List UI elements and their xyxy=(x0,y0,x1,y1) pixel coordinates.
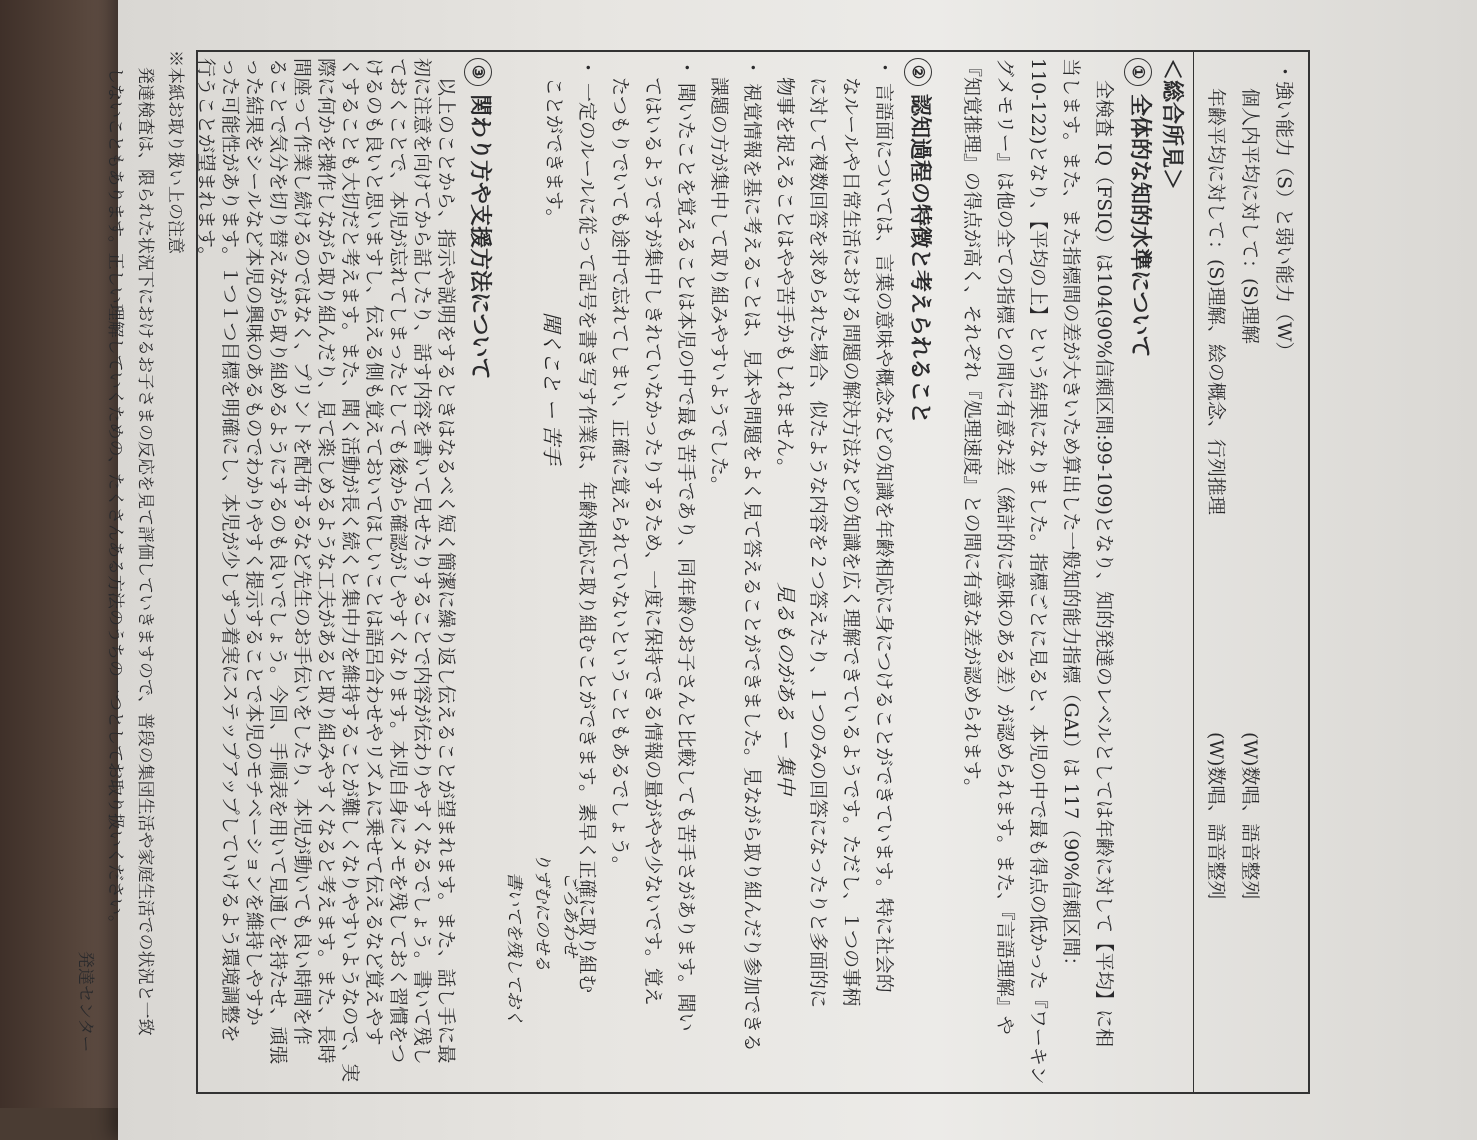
section3-line: 行うことが望まれます。 xyxy=(195,58,217,266)
findings-title: ＜総合所見＞ xyxy=(1159,58,1185,191)
section3-title: 関わり方や支援方法について xyxy=(467,94,493,380)
footnote-title: ※本紙お取り扱い上の注意 xyxy=(165,50,185,254)
divider xyxy=(1193,52,1194,1092)
section3-line: 間座って作業し続けるのではなく、プリントを配布するなど先生のお手伝いをしたり、本児が動いても良い時間を作 xyxy=(291,58,313,1045)
footnotes xyxy=(70,50,190,1110)
section2-line: ・ 聞いたことを覚えることは本児の中で最も苦手であり、同年齢のお子さんと比較しても苦手さがあります。聞い xyxy=(675,58,697,1032)
handwritten-note: 書いてを残しておく xyxy=(504,872,524,1025)
section2-line: ・ 一定のルールに従って記号を書き写す作業は、年齢相応に取り組むことができます。素早く正確に取り組む xyxy=(576,58,598,994)
section2-heading xyxy=(903,58,936,424)
section2-line: に対して複数回答を求められた場合、似たような内容を２つ答えたり、１つのみの回答になったりと多面的に xyxy=(807,58,829,1009)
section1-line: 110-122)となり、【平均の上】という結果になりました。指標ごとに見ると、本児の中で最も得点の低かった『ワーキン xyxy=(1027,58,1049,1085)
section2-line: 物事を捉えることはやや苦手かもしれません。 xyxy=(774,58,796,478)
handwritten-note: 見るものがある ー 集中 xyxy=(774,582,798,795)
section2-line: ・ 視覚情報を基に考えることは、見本や問題をよく見て答えることができました。見ながら取り組んだり参加できる xyxy=(741,58,763,1053)
section1-number: ① xyxy=(1124,58,1152,86)
section3-line: った可能性があります。１つ１つ目標を明確にし、本児が少しずつ着実にステップアップしていけるよう環境調整を xyxy=(219,58,241,1043)
section3-line: 以上のことから、指示や説明をするときはなるべく短く簡潔に繰り返し伝えることが望まれます。また、話し手に最 xyxy=(435,58,457,1064)
section3-line: 初に注意を向けてから話したり、話す内容を書いて見せたりすることで内容が伝わりやすくなるでしょう。書いて残し xyxy=(411,58,433,1065)
individual-weak-line: (W)数唱、語音整列 xyxy=(1239,732,1261,900)
section1-title: 全体的な知的水準について xyxy=(1127,94,1153,358)
handwritten-note: 聞くこと ー 苦手 xyxy=(540,312,564,465)
individual-average-line: 個人内平均に対して：(S)理解 xyxy=(1239,88,1261,344)
section1-line: 当します。また、また指標間の差が大きいため算出した一般知的能力指標（GAI）は 117（90%信頼区間： xyxy=(1060,58,1082,976)
section3-line: ておくことで、本児が忘れてしまったとしても後から確認がしやすくなります。本児自身にメモを残しておく習慣をつ xyxy=(387,58,409,1064)
section2-line: ・ 言語面については、言葉の意味や概念などの知識を年齢相応に身につけることができています。特に社会的 xyxy=(873,58,895,993)
footnote-line: しないこともあります。正しい理解していくための、たくさんある方法のうちの一つとしてお取り扱いください。 xyxy=(105,50,125,932)
section3-line: くすることも大切だと考えます。また、聞く活動が長く続くと集中力を維持することが難しくなりやすいようなので、実 xyxy=(339,58,361,1083)
age-average-line: 年齢平均に対して：(S)理解、絵の概念、行列推理 xyxy=(1205,88,1227,515)
age-weak-line: (W)数唱、語音整列 xyxy=(1205,732,1227,900)
footnote-line: 発達センター xyxy=(75,50,95,1053)
section2-line: てはいるようですが集中しきれていなかったりするため、一度に保持できる情報の量がやや少ないです。覚え xyxy=(642,58,664,1006)
section3-heading xyxy=(463,58,496,380)
footnote-line: 発達検査は、限られた状況下におけるお子さまの反応を見て評価していきますので、普段の集団生活や家庭生活での状況と一致 xyxy=(135,50,155,1036)
section2-line: なルールや日常生活における問題の解決方法などの知識を広く理解できているようです。ただし、１つの事柄 xyxy=(840,58,862,1007)
section3-line: けるのも良いと思いますし、伝える側も覚えておいてほしいことは語呂合わせやリズムに乗せて伝えるなど覚えやす xyxy=(363,58,385,1046)
section2-line: ことができます。 xyxy=(543,58,565,228)
section2-line: たつもりでいても途中で忘れてしまい、正確に覚えられていないということもあるでしょう。 xyxy=(609,58,631,875)
section1-line: 『知覚推理』の得点が高く、それぞれ『処理速度』との間に有意な差が認められます。 xyxy=(961,58,983,798)
section3-line: ることで気分を切り替えながら取り組めるようにするのも良いでしょう。今回、手順表を用いて見通しを持たせ、頑張 xyxy=(267,58,289,1065)
section3-number: ③ xyxy=(464,58,492,86)
findings-frame xyxy=(196,50,1310,1094)
handwritten-note: りずむにのせる xyxy=(532,852,552,971)
section1-line: 全検査 IQ（FSIQ）は104(90%信頼区間:99-109)となり、知的発達のレベルとしては年齢に対して【平均】に相 xyxy=(1093,80,1115,1047)
section2-title: 認知過程の特徴と考えられること xyxy=(907,94,933,425)
section2-number: ② xyxy=(904,58,932,86)
strengths-heading: ・強い能力（S）と弱い能力（W） xyxy=(1273,62,1295,361)
section2-line: 課題の方が集中して取り組みやすいようでした。 xyxy=(708,58,730,496)
section3-line: った結果をシールなど本児の興味のあるものでわかりやすく提示することで本児のモチベーションを維持しやすか xyxy=(243,58,265,1026)
handwritten-note: ごろあわせ xyxy=(560,872,580,957)
section1-heading xyxy=(1123,58,1156,358)
document-page xyxy=(75,10,1330,1130)
section1-line: グメモリー』は他の全ての指標との間に有意な差（統計的に意味のある差）が認められます。また、『言語理解』や xyxy=(994,58,1016,1035)
section3-line: 際に何かを操作しながら取り組んだり、見て楽しめるような工夫があると取り組みやすくなると考えます。また、長時 xyxy=(315,58,337,1064)
